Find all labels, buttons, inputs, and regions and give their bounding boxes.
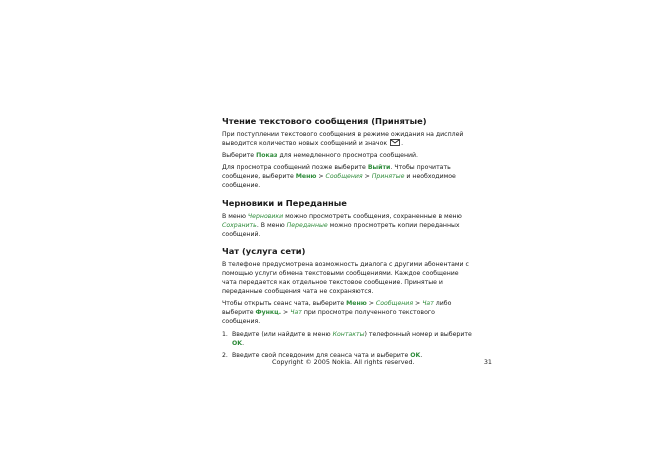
text: при просмотре полученного текстового сообщения. [222, 309, 435, 326]
section-title: Черновики и Переданные [222, 197, 347, 208]
page-content [222, 116, 472, 367]
section-title: Чтение текстового сообщения (Принятые) [222, 116, 427, 126]
menu-separator: > [368, 300, 374, 308]
section-drafts-sent [222, 198, 472, 239]
softkey-label: Выйти [367, 164, 391, 172]
menu-item-label: Сообщения [375, 300, 414, 308]
paragraph [222, 151, 472, 160]
section-reading-messages [222, 116, 472, 191]
step-number: 1. [222, 330, 228, 338]
steps-list [222, 330, 472, 360]
softkey-label: Меню [346, 300, 367, 308]
text: Введите свой псевдоним для сеанса чата и выберите [232, 351, 409, 359]
softkey-label: Меню [295, 173, 317, 181]
page-number: 31 [483, 358, 492, 366]
softkey-label: Показ [256, 152, 278, 160]
copyright-text: Copyright © 2005 Nokia. All rights reserved. [272, 358, 415, 366]
text: и необходимое сообщение. [222, 173, 456, 190]
step-number: 2. [222, 351, 228, 359]
text: можно просмотреть сообщения, сохраненные в меню [285, 212, 462, 220]
softkey-label: OK [232, 339, 243, 347]
text: либо выберите [222, 300, 452, 317]
text: Выберите [222, 152, 255, 160]
softkey-label: OK [410, 351, 421, 359]
paragraph: В телефоне предусмотрена возможность диалога с другими абонентами с помощью услуги обмена текстовыми сообщениями. Каждое сообщение чата передается как отдельное текстовое сообщение. Принятые и переданные сообщения чата не сохраняются. [222, 260, 469, 296]
section-title: Чат (услуга сети) [222, 245, 306, 256]
text: . Чтобы прочитать сообщение, выберите [222, 164, 451, 181]
menu-item-label: Сохранить [222, 221, 257, 229]
menu-item-label: Чат [422, 300, 434, 308]
text: . [242, 339, 245, 347]
paragraph [222, 130, 472, 148]
menu-item-label: Контакты [332, 330, 365, 338]
text: При поступлении текстового сообщения в режиме ожидания на дисплей выводится количество новых сообщений и значок [222, 131, 464, 148]
section-chat [222, 246, 472, 360]
menu-item-label: Сообщения [325, 173, 363, 181]
menu-separator: > [415, 300, 421, 308]
softkey-label: Функц. [255, 309, 282, 317]
menu-item-label: Принятые [371, 173, 405, 181]
paragraph [222, 163, 472, 190]
menu-item-label: Черновики [247, 212, 284, 220]
menu-separator: > [283, 309, 289, 317]
text: Введите (или найдите в меню [232, 330, 331, 338]
paragraph [222, 212, 472, 239]
text: можно просмотреть копии переданных сообщений. [222, 221, 460, 238]
text: . В меню [256, 221, 285, 229]
text: ) телефонный номер и выберите [364, 330, 472, 338]
text: . [420, 351, 423, 359]
envelope-icon [390, 139, 400, 146]
paragraph [222, 299, 472, 326]
menu-item-label: Чат [290, 309, 302, 317]
text: Чтобы открыть сеанс чата, выберите [222, 300, 345, 308]
menu-separator: > [364, 173, 370, 181]
list-item [222, 330, 472, 348]
page-footer [272, 357, 492, 367]
text: для немедленного просмотра сообщений. [279, 152, 419, 160]
text: Для просмотра сообщений позже выберите [222, 164, 366, 172]
menu-item-label: Переданные [286, 221, 328, 229]
text: В меню [222, 212, 246, 220]
menu-separator: > [318, 173, 324, 181]
text: . [401, 140, 404, 148]
